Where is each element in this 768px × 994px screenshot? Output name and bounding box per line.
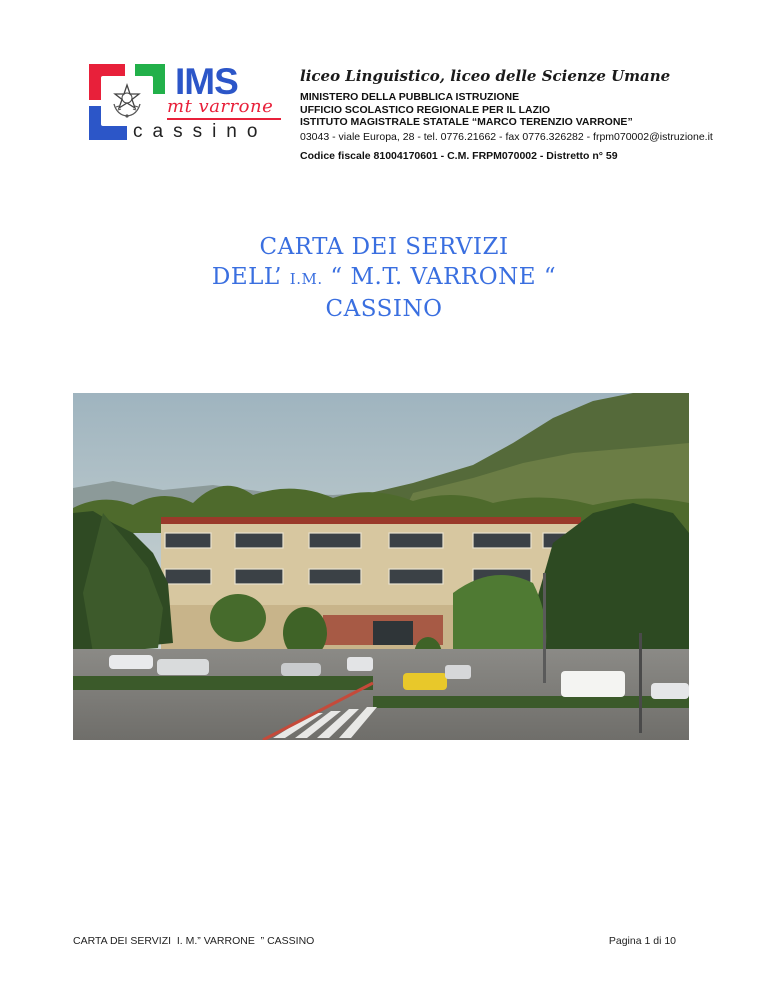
logo-underline bbox=[167, 118, 281, 120]
institute-name-line: ISTITUTO MAGISTRALE STATALE “MARCO TERENZIO VARRONE” bbox=[300, 116, 633, 128]
school-building-photo bbox=[73, 393, 689, 740]
title-line-2-prefix: DELL’ bbox=[211, 264, 290, 290]
school-tagline: liceo Linguistico, liceo delle Scienze Umane bbox=[300, 67, 671, 85]
logo-city-text: cassino bbox=[133, 121, 268, 142]
logo-ims-text: IMS bbox=[175, 61, 238, 102]
title-line-2-abbrev: I.M. bbox=[289, 270, 323, 288]
contact-address-line: 03043 - viale Europa, 28 - tel. 0776.21662 - fax 0776.326282 - frpm070002@istruzione.it bbox=[300, 130, 713, 143]
title-line-2-suffix: “ M.T. VARRONE “ bbox=[322, 264, 557, 290]
italian-emblem-icon bbox=[111, 82, 143, 118]
ministry-line: MINISTERO DELLA PUBBLICA ISTRUZIONE bbox=[300, 91, 520, 103]
title-line-2 bbox=[0, 262, 768, 294]
footer-page-number: Pagina 1 di 10 bbox=[608, 935, 676, 947]
regional-office-line: UFFICIO SCOLASTICO REGIONALE PER IL LAZIO bbox=[300, 103, 551, 116]
fiscal-code-line: Codice fiscale 81004170601 - C.M. FRPM070002 - Distretto n° 59 bbox=[300, 150, 618, 162]
school-logo bbox=[89, 61, 284, 146]
footer-document-name: CARTA DEI SERVIZI I. M.” VARRONE ” CASSINO bbox=[73, 935, 315, 947]
title-line-3: CASSINO bbox=[325, 296, 443, 322]
logo-script-text: mt varrone bbox=[167, 96, 274, 117]
title-line-1: CARTA DEI SERVIZI bbox=[259, 234, 509, 260]
letterhead bbox=[300, 66, 740, 145]
document-title bbox=[0, 232, 768, 324]
